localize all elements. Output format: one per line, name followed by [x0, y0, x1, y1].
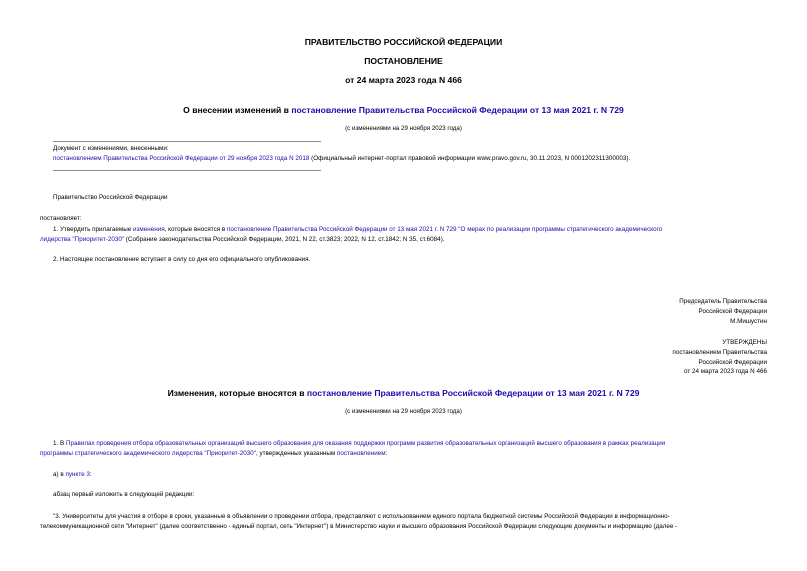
link-resolution-729-full[interactable]: постановление Правительства Российской Федерации от 13 мая 2021 г. N 729 "О мерах по реализации программы стратегического академического	[227, 226, 663, 233]
abzac-line: абзац первый изложить в следующей редакции:	[53, 491, 195, 498]
section2-prefix: Изменения, которые вносятся в	[167, 388, 307, 398]
item-1-line2	[40, 449, 387, 459]
paragraph-1-line1	[53, 225, 662, 235]
approved-line3: Российской Федерации	[698, 358, 767, 366]
item1-text-c: :	[385, 450, 388, 457]
signature-line1: Председатель Правительства	[679, 298, 767, 305]
changes-section-title	[0, 388, 807, 398]
approved-line2: постановлением Правительства	[672, 348, 767, 356]
doc-type-heading: ПОСТАНОВЛЕНИЕ	[364, 56, 443, 66]
signature-line3: М.Мишустин	[730, 317, 767, 325]
bottom-divider	[53, 170, 321, 171]
resolves-line: постановляет:	[40, 215, 82, 222]
government-heading: ПРАВИТЕЛЬСТВО РОССИЙСКОЙ ФЕДЕРАЦИИ	[304, 37, 503, 47]
quote-line2: телекоммуникационной сети "Интернет" (далее соответственно - единый портал, сеть "Интернет") в Министерство науки и высшего образования Российской Федерации следующие документы и информацию (далее -	[40, 523, 678, 530]
link-changes[interactable]: изменения	[133, 226, 165, 233]
item-1-line1	[53, 439, 665, 449]
changes-note-rest: (Официальный интернет-портал правовой информации www.pravo.gov.ru, 30.11.2023, N 0001202311300003).	[309, 155, 631, 162]
government-line: Правительство Российской Федерации	[53, 194, 168, 201]
title-link-resolution-729[interactable]: постановление Правительства Российской Федерации от 13 мая 2021 г. N 729	[291, 105, 624, 115]
p1-text-c: (Собрание законодательства Российской Федерации, 2021, N 22, ст.3823; 2022, N 12, ст.1842; N 35, ст.6084).	[124, 236, 445, 243]
item1-text-a: 1. В	[53, 440, 66, 447]
section2-link-resolution-729[interactable]: постановление Правительства Российской Федерации от 13 мая 2021 г. N 729	[306, 388, 640, 398]
item-a	[53, 470, 92, 480]
approved-line4: от 24 марта 2023 года N 466	[683, 368, 767, 376]
changes-note-line2	[53, 154, 630, 164]
paragraph-2: 2. Настоящее постановление вступает в силу со дня его официального опубликования.	[53, 256, 311, 263]
section2-amended-note: (с изменениями на 29 ноября 2023 года)	[345, 408, 462, 415]
item1-text-b: , утвержденных указанным	[256, 450, 337, 457]
link-priority-2030-program[interactable]: программы стратегического академического лидерства "Приоритет-2030"	[40, 450, 256, 457]
signature-block	[679, 297, 767, 326]
link-selection-rules[interactable]: Правилах проведения отбора образовательных организаций высшего образования для оказания поддержки программ развития образовательных организаций высшего образования в рамках реализации	[65, 440, 666, 447]
p1-text-a: 1. Утвердить прилагаемые	[53, 226, 133, 233]
quote-line1: "3. Университеты для участия в отборе в сроки, указанные в объявлении о проведении отбора, представляют с использованием единого портала бюджетной системы Российской Федерации в информационно-	[53, 513, 670, 520]
changes-note-link[interactable]: постановлением Правительства Российской Федерации от 29 ноября 2023 года N 2018	[53, 155, 310, 162]
paragraph-1-line2	[40, 235, 445, 245]
title-prefix: О внесении изменений в	[183, 105, 292, 115]
doc-date-number: от 24 марта 2023 года N 466	[345, 75, 462, 85]
title-amended-note: (с изменениями на 29 ноября 2023 года)	[345, 125, 462, 132]
top-divider	[53, 141, 321, 142]
item-a-text-a: а) в	[53, 471, 66, 478]
link-resolution[interactable]: постановлением	[337, 450, 386, 457]
changes-note-line1: Документ с изменениями, внесенными:	[53, 145, 169, 152]
approved-line1: УТВЕРЖДЕНЫ	[722, 339, 767, 346]
document-title	[0, 105, 807, 115]
link-priority-2030[interactable]: лидерства "Приоритет-2030"	[40, 236, 125, 243]
approved-block	[672, 338, 767, 377]
link-point-3[interactable]: пункте 3	[65, 471, 90, 478]
signature-line2: Российской Федерации	[698, 307, 767, 315]
item-a-text-b: :	[89, 471, 92, 478]
p1-text-b: , которые вносятся в	[164, 226, 228, 233]
